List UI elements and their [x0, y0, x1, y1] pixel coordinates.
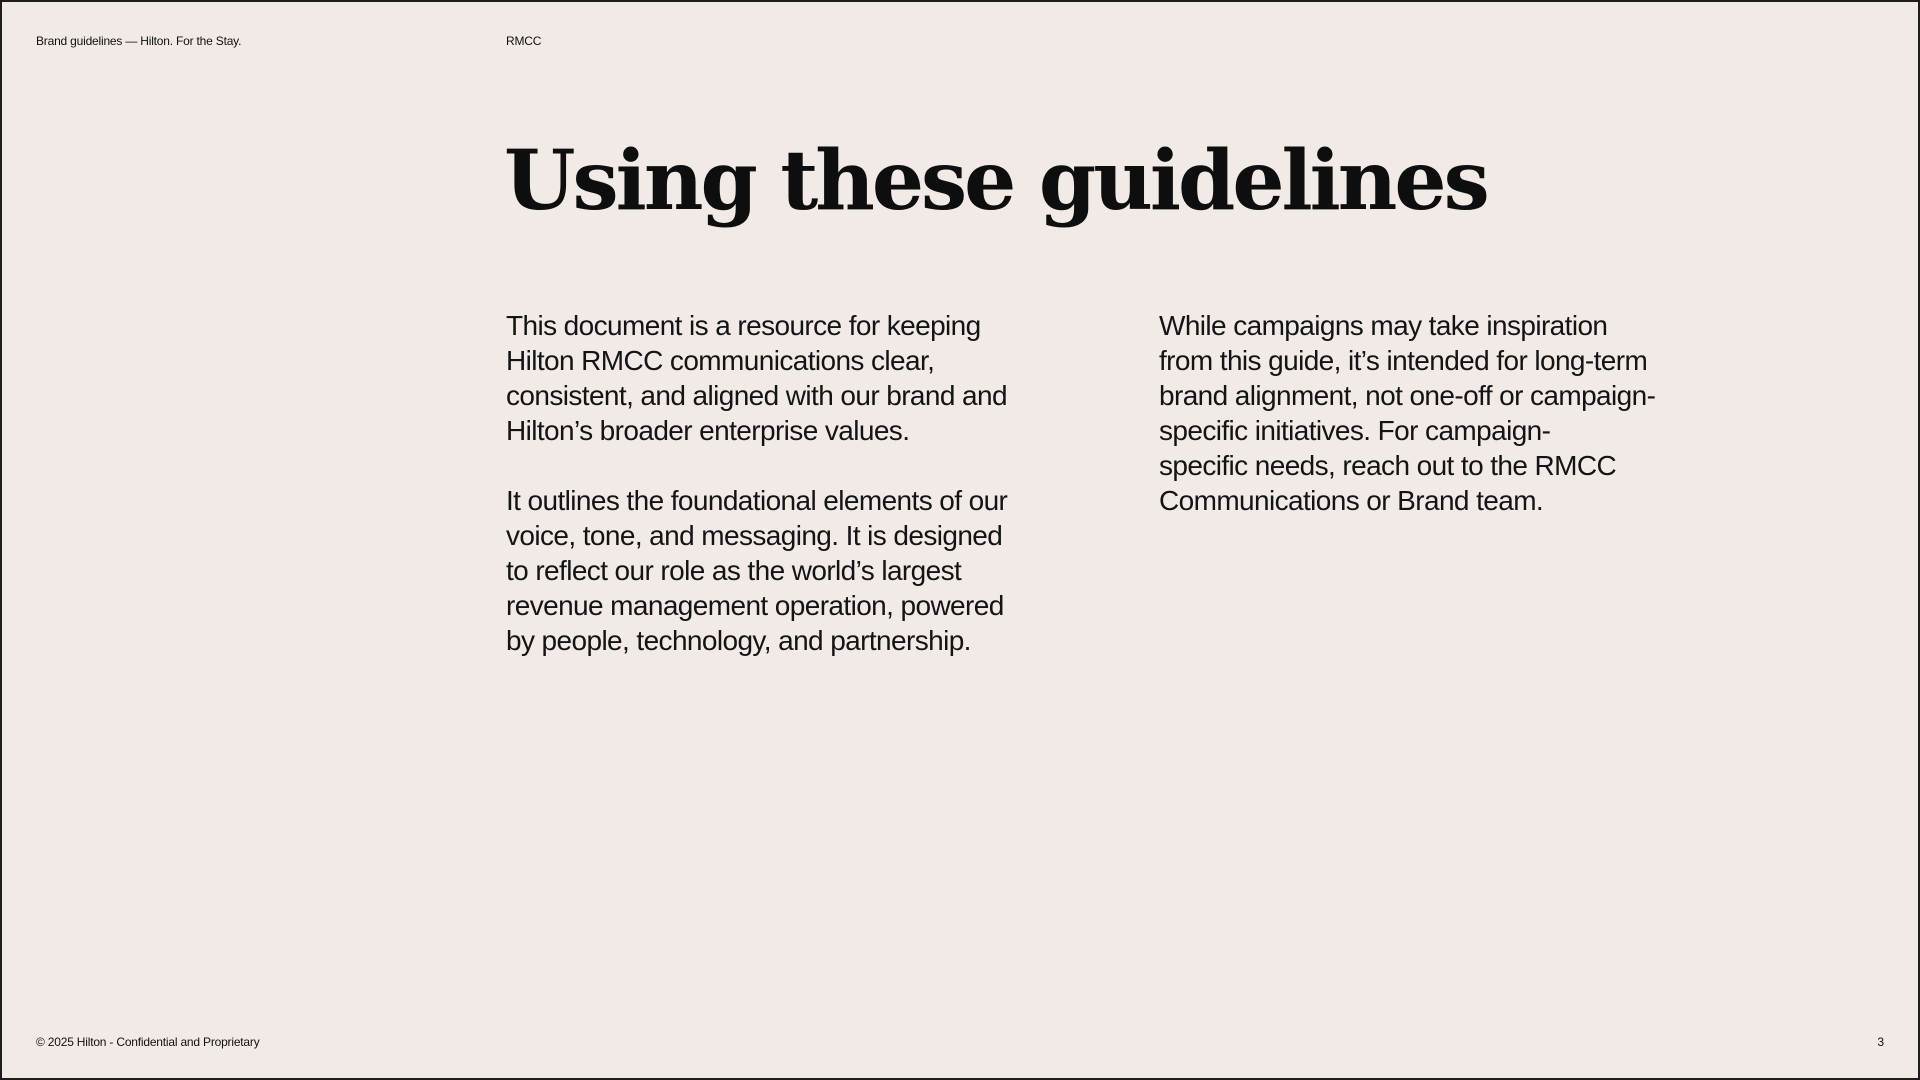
left-paragraph-2: It outlines the foundational elements of our voice, tone, and messaging. It is designed to reflect our role as the world’s largest revenue management operation, powered by people, technology, and partnership. — [506, 485, 1008, 656]
footer-copyright: © 2025 Hilton - Confidential and Proprietary — [36, 1035, 260, 1049]
right-paragraph-1: While campaigns may take inspiration from this guide, it’s intended for long-term brand alignment, not one-off or campaign- specific initiatives. For campaign- specific needs, reach out to the RMCC Communications or Brand team. — [1159, 310, 1656, 516]
page-title: Using these guidelines — [504, 133, 1487, 229]
header-section-label: RMCC — [506, 34, 542, 48]
right-text-column — [1159, 308, 1729, 553]
header-brand-line: Brand guidelines — Hilton. For the Stay. — [36, 34, 242, 48]
page-number: 3 — [1877, 1035, 1884, 1049]
left-paragraph-1: This document is a resource for keeping Hilton RMCC communications clear, consistent, and aligned with our brand and Hilton’s broader enterprise values. — [506, 310, 1007, 446]
left-text-column — [506, 308, 1066, 693]
